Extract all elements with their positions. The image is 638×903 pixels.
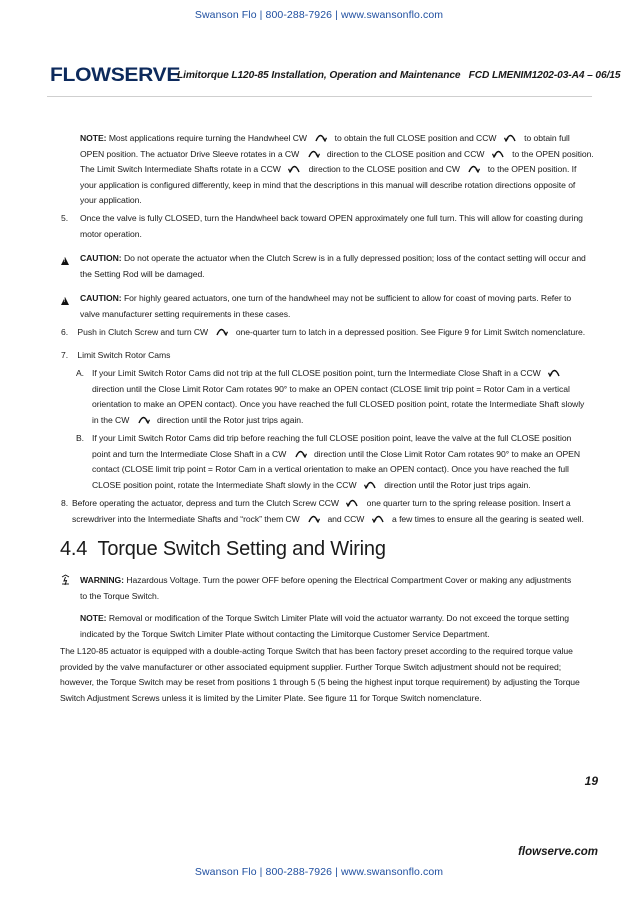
substep-line — [92, 478, 601, 494]
step-number: 7. — [61, 350, 69, 360]
note-text: to obtain full — [524, 133, 570, 143]
step-8 — [61, 496, 601, 527]
substep-text — [92, 431, 601, 493]
footer-website: flowserve.com — [518, 846, 598, 858]
step-line: motor operation. — [80, 228, 142, 239]
note-line: your application. — [80, 195, 142, 205]
step-line: Once the valve is fully CLOSED, turn the Handwheel back toward OPEN approximately one full turn. This will allow for coasting during — [80, 213, 583, 223]
step-text — [80, 211, 601, 242]
step-title: Limit Switch Rotor Cams — [77, 350, 171, 360]
rotation-arrow-icon — [137, 413, 150, 424]
note-text: OPEN position. The actuator Drive Sleeve rotates in a CW — [80, 148, 300, 159]
substep-line: If your Limit Switch Rotor Cams did trip before reaching the full CLOSE position point, leave the valve at the full CLOSE position — [92, 433, 572, 443]
rotation-arrow-icon — [215, 325, 228, 336]
rotation-arrow-icon — [364, 478, 377, 489]
note-line: your application is configured differently, keep in mind that the descriptions in this manual will describe rotation directions opposite of — [80, 179, 576, 190]
substep-line: contact (CLOSE limit trip point = Rotor Cam in a vertical orientation to make an OPEN contact). Once you have reached the full — [92, 464, 569, 474]
note-text: Removal or modification of the Torque Switch Limiter Plate will void the actuator warranty. Do not exceed the torque setting — [108, 613, 569, 623]
step-text-part: Before operating the actuator, depress and turn the Clutch Screw CCW — [72, 498, 339, 508]
paragraph-line: however, the Torque Switch may be reset from positions 1 through 5 (5 being the highest input torque requirement) by adjusting the Torque — [60, 677, 580, 687]
warning-line: to the Torque Switch. — [80, 590, 160, 601]
note-line — [80, 147, 600, 163]
step-text: Push in Clutch Screw and turn CW — [77, 327, 209, 337]
note-label: NOTE: — [80, 613, 107, 623]
step-number: 8. — [61, 498, 69, 508]
note-line — [80, 611, 600, 627]
caution-text: For highly geared actuators, one turn of the handwheel may not be sufficient to allow for coast of moving parts. Refer to — [123, 293, 572, 303]
page-number: 19 — [584, 774, 598, 788]
step-text-part: one quarter turn to the spring release position. Insert a — [366, 498, 571, 508]
step-7-a — [76, 366, 601, 428]
section-heading: 4.4 Torque Switch Setting and Wiring — [60, 538, 386, 560]
paragraph-line: Switch Adjustment Screws unless it is limited by the Limiter Plate. See figure 11 for Torque Switch nomenclature. — [60, 692, 482, 703]
flowserve-logo — [50, 64, 181, 87]
caution-highly-geared — [80, 291, 600, 322]
caution-line: valve manufacturer setting requirements in these cases. — [80, 308, 291, 319]
note-text: direction to the CLOSE position and CW — [308, 164, 460, 174]
step-5 — [61, 211, 601, 242]
warning-label: WARNING: — [80, 575, 124, 585]
warning-text: Hazardous Voltage. Turn the power OFF before opening the Electrical Compartment Cover or making any adjustments — [126, 575, 572, 585]
substep-label: B. — [76, 433, 85, 443]
substep-text-part: direction until the Rotor just trips again. — [156, 414, 304, 425]
rotation-arrow-icon — [288, 162, 301, 173]
hazard-voltage-icon — [61, 574, 70, 586]
step-7-b — [76, 431, 601, 493]
caution-triangle-icon — [61, 257, 69, 265]
substep-line — [92, 447, 601, 463]
substep-label: A. — [76, 368, 85, 378]
step-number: 6. — [61, 327, 69, 337]
rotation-arrow-icon — [294, 447, 307, 458]
paragraph-line: The L120-85 actuator is equipped with a double-acting Torque Switch that has been factory preset according to the required torque value — [60, 646, 573, 656]
note-text: to the OPEN position. If — [487, 164, 577, 174]
caution-text: Do not operate the actuator when the Clutch Screw is in a fully depressed position; loss of the contact setting will occur and — [123, 253, 586, 263]
warning-line — [80, 573, 600, 589]
caution-line — [80, 251, 600, 267]
substep-text-part: CLOSE position point, rotate the Intermediate Shaft slowly in the CCW — [92, 479, 357, 490]
torque-switch-paragraph — [60, 644, 605, 706]
caution-line — [80, 291, 600, 307]
note-text: Most applications require turning the Handwheel CW — [108, 133, 307, 143]
substep-line: orientation to make an OPEN contact). Once you have reached the full CLOSED position point, rotate the Intermediate Shaft slowly — [92, 399, 585, 409]
step-text-part: screwdriver into the Intermediate Shafts and “rock” them CW — [72, 513, 300, 524]
caution-label: CAUTION: — [80, 293, 122, 303]
caution-label: CAUTION: — [80, 253, 122, 263]
rotation-arrow-icon — [307, 512, 320, 523]
note-label: NOTE: — [80, 133, 107, 143]
substep-line: direction until the Close Limit Rotor Cam rotates 90° to make an OPEN contact (CLOSE limit trip point = Rotor Cam in a vertical — [92, 383, 570, 394]
header-divider — [47, 96, 592, 97]
note-limiter-plate — [80, 611, 600, 642]
substep-text-part: point and turn the Intermediate Close Shaft in a CW — [92, 448, 287, 459]
step-text — [72, 496, 601, 527]
caution-clutch-screw — [80, 251, 600, 282]
step-7 — [61, 348, 601, 364]
bottom-banner: Swanson Flo | 800-288-7926 | www.swansonflo.com — [194, 866, 444, 878]
caution-triangle-icon — [61, 297, 69, 305]
step-text-part: and CCW — [327, 513, 365, 524]
substep-text-part: in the CW — [92, 414, 130, 425]
logo-text: FLOWSERVE — [50, 64, 181, 86]
rotation-arrow-icon — [492, 147, 505, 158]
substep-line — [92, 366, 601, 382]
rotation-arrow-icon — [467, 162, 480, 173]
rotation-arrow-icon — [372, 512, 385, 523]
note-text: direction to the CLOSE position and CCW — [326, 148, 485, 159]
note-line: indicated by the Torque Switch Limiter Plate without contacting the Limitorque Customer Service Department. — [80, 628, 490, 639]
substep-text-part: If your Limit Switch Rotor Cams did not trip at the full CLOSE position point, turn the Intermediate Close Shaft in a CCW — [92, 368, 541, 378]
rotation-arrow-icon — [548, 366, 561, 377]
note-text: The Limit Switch Intermediate Shafts rotate in a CCW — [80, 164, 281, 174]
step-6 — [61, 325, 601, 341]
substep-text-part: direction until the Rotor just trips again. — [384, 479, 531, 490]
rotation-arrow-icon — [314, 131, 327, 142]
paragraph-line: provided by the valve manufacturer or other associated equipment supplier. Further Torque Switch adjustment should not be required; — [60, 661, 562, 672]
substep-text — [92, 366, 601, 428]
top-banner: Swanson Flo | 800-288-7926 | www.swansonflo.com — [194, 9, 444, 21]
note-line — [80, 131, 600, 147]
step-line — [72, 512, 601, 528]
note-text: to obtain the full CLOSE position and CCW — [334, 133, 497, 143]
step-line — [72, 496, 601, 512]
rotation-arrow-icon — [307, 147, 320, 158]
step-number: 5. — [61, 213, 69, 223]
step-text-part: a few times to ensure all the gearing is seated well. — [392, 513, 584, 524]
caution-line: the Setting Rod will be damaged. — [80, 268, 205, 279]
substep-line — [92, 413, 601, 429]
note-text: to the OPEN position. — [512, 148, 594, 159]
warning-hazardous-voltage — [80, 573, 600, 604]
step-text: one-quarter turn to latch in a depressed position. See Figure 9 for Limit Switch nomenclature. — [235, 327, 586, 337]
note-line — [80, 162, 600, 178]
rotation-arrow-icon — [346, 496, 359, 507]
rotation-arrow-icon — [504, 131, 517, 142]
note-rotation — [80, 131, 600, 209]
substep-text-part: direction until the Close Limit Rotor Cam rotates 90° to make an OPEN — [313, 448, 580, 459]
document-title: Limitorque L120-85 Installation, Operation and Maintenance FCD LMENIM1202-03-A4 – 06/15 — [177, 70, 621, 81]
